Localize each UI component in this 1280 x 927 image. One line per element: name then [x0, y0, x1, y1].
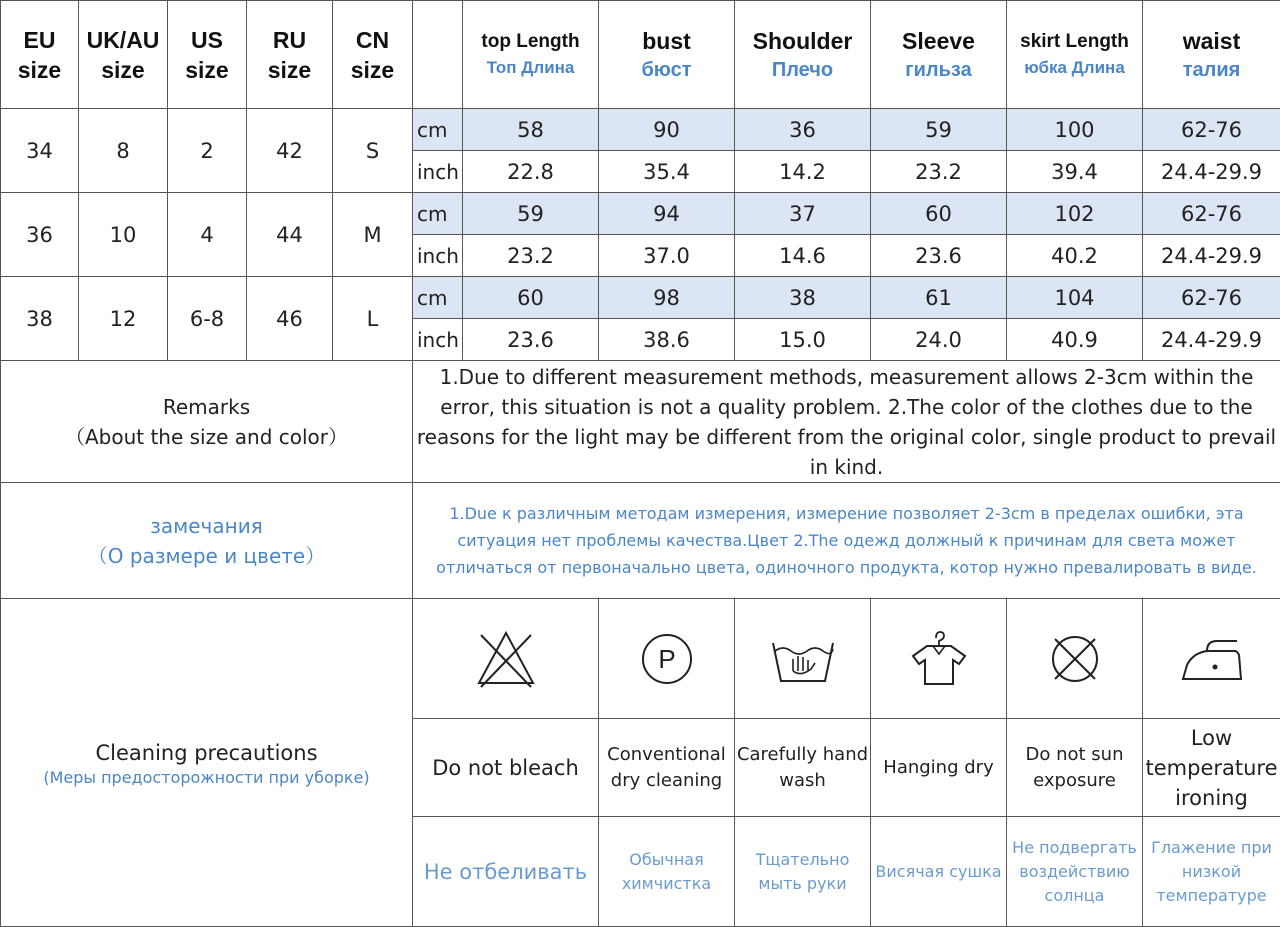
measure-cell: 100	[1007, 109, 1143, 151]
remarks-ru-label: замечания	[1, 511, 412, 541]
measure-cell: 15.0	[735, 319, 871, 361]
do-not-bleach-icon	[413, 599, 599, 719]
care-label: Cleaning precautions	[1, 738, 412, 768]
cn-size-cell: L	[333, 277, 413, 361]
remarks-label-cell	[1, 361, 413, 483]
measure-cell: 40.9	[1007, 319, 1143, 361]
measure-cell: 98	[599, 277, 735, 319]
remarks-label: Remarks	[1, 392, 412, 422]
care-label-cell	[1, 599, 413, 927]
measure-cell: 39.4	[1007, 151, 1143, 193]
care-text: Do not bleach	[413, 719, 599, 817]
care-text: Low temperature ironing	[1143, 719, 1280, 817]
ru-size-cell: 42	[247, 109, 333, 193]
measure-cell: 61	[871, 277, 1007, 319]
measure-cell: 62-76	[1143, 193, 1280, 235]
header-eu-size: EU size	[1, 1, 79, 109]
remarks-sublabel: （About the size and color）	[1, 422, 412, 452]
dry-clean-p-icon	[599, 599, 735, 719]
header-unit-blank	[413, 1, 463, 109]
care-icons-row	[1, 599, 1280, 719]
unit-inch: inch	[413, 235, 463, 277]
measure-cell: 36	[735, 109, 871, 151]
measure-cell: 59	[463, 193, 599, 235]
eu-size-cell: 36	[1, 193, 79, 277]
care-text: Hanging dry	[871, 719, 1007, 817]
table-row	[1, 109, 1280, 151]
care-text-ru: Глажение при низкой температуре	[1143, 817, 1280, 927]
us-size-cell: 4	[168, 193, 247, 277]
uk-size-cell: 12	[79, 277, 168, 361]
measure-cell: 60	[871, 193, 1007, 235]
remarks-row	[1, 361, 1280, 483]
measure-cell: 37.0	[599, 235, 735, 277]
dry-clean-letter: P	[658, 644, 675, 674]
unit-cm: cm	[413, 193, 463, 235]
header-bust: bust бюст	[599, 1, 735, 109]
measure-cell: 14.2	[735, 151, 871, 193]
ru-size-cell: 44	[247, 193, 333, 277]
measure-cell: 59	[871, 109, 1007, 151]
unit-inch: inch	[413, 319, 463, 361]
uk-size-cell: 8	[79, 109, 168, 193]
measure-cell: 23.2	[463, 235, 599, 277]
cn-size-cell: M	[333, 193, 413, 277]
measure-cell: 38	[735, 277, 871, 319]
measure-cell: 14.6	[735, 235, 871, 277]
remarks-ru-sublabel: （О размере и цвете）	[1, 541, 412, 571]
eu-size-cell: 38	[1, 277, 79, 361]
measure-cell: 102	[1007, 193, 1143, 235]
header-ru-size: RU size	[247, 1, 333, 109]
measure-cell: 37	[735, 193, 871, 235]
care-text: Do not sun exposure	[1007, 719, 1143, 817]
measure-cell: 23.6	[871, 235, 1007, 277]
measure-cell: 40.2	[1007, 235, 1143, 277]
unit-cm: cm	[413, 277, 463, 319]
remarks-ru-label-cell	[1, 483, 413, 599]
remarks-ru-row	[1, 483, 1280, 599]
measure-cell: 104	[1007, 277, 1143, 319]
us-size-cell: 2	[168, 109, 247, 193]
measure-cell: 38.6	[599, 319, 735, 361]
header-skirt-length: skirt Length юбка Длина	[1007, 1, 1143, 109]
header-row	[1, 1, 1280, 109]
unit-inch: inch	[413, 151, 463, 193]
care-text-ru: Не отбеливать	[413, 817, 599, 927]
measure-cell: 24.4-29.9	[1143, 319, 1280, 361]
measure-cell: 90	[599, 109, 735, 151]
measure-cell: 58	[463, 109, 599, 151]
low-iron-icon	[1143, 599, 1280, 719]
measure-cell: 94	[599, 193, 735, 235]
measure-cell: 24.4-29.9	[1143, 235, 1280, 277]
care-text-ru: Висячая сушка	[871, 817, 1007, 927]
ru-size-cell: 46	[247, 277, 333, 361]
measure-cell: 24.0	[871, 319, 1007, 361]
remarks-text: 1.Due to different measurement methods, measurement allows 2-3cm within the error, this situation is not a quality problem. 2.The color of the clothes due to the reasons for the light may be different from the original color, single product to prevail in kind.	[413, 361, 1280, 483]
care-text-ru: Тщательно мыть руки	[735, 817, 871, 927]
care-text-ru: Не подвергать воздействию солнца	[1007, 817, 1143, 927]
measure-cell: 23.6	[463, 319, 599, 361]
unit-cm: cm	[413, 109, 463, 151]
hand-wash-icon	[735, 599, 871, 719]
no-sun-exposure-icon	[1007, 599, 1143, 719]
measure-cell: 62-76	[1143, 277, 1280, 319]
us-size-cell: 6-8	[168, 277, 247, 361]
measure-cell: 22.8	[463, 151, 599, 193]
measure-cell: 60	[463, 277, 599, 319]
care-text: Carefully hand wash	[735, 719, 871, 817]
header-top-length: top Length Топ Длина	[463, 1, 599, 109]
care-label-ru: (Меры предосторожности при уборке)	[1, 768, 412, 787]
measure-cell: 24.4-29.9	[1143, 151, 1280, 193]
header-shoulder: Shoulder Плечо	[735, 1, 871, 109]
remarks-ru-text: 1.Due к различным методам измерения, измерение позволяет 2-3cm в пределах ошибки, эта ситуация нет проблемы качества.Цвет 2.The одежд должный к причинам для света может отличаться от первоначально цвета, одиночного продукта, котор нужно превалировать в виде.	[413, 483, 1280, 599]
eu-size-cell: 34	[1, 109, 79, 193]
header-waist: waist талия	[1143, 1, 1280, 109]
table-row	[1, 193, 1280, 235]
measure-cell: 23.2	[871, 151, 1007, 193]
hang-dry-icon	[871, 599, 1007, 719]
table-row	[1, 277, 1280, 319]
measure-cell: 62-76	[1143, 109, 1280, 151]
header-sleeve: Sleeve гильза	[871, 1, 1007, 109]
header-us-size: US size	[168, 1, 247, 109]
header-uk-size: UK/AU size	[79, 1, 168, 109]
care-text-ru: Обычная химчистка	[599, 817, 735, 927]
uk-size-cell: 10	[79, 193, 168, 277]
cn-size-cell: S	[333, 109, 413, 193]
header-cn-size: CN size	[333, 1, 413, 109]
measure-cell: 35.4	[599, 151, 735, 193]
care-text: Conventional dry cleaning	[599, 719, 735, 817]
